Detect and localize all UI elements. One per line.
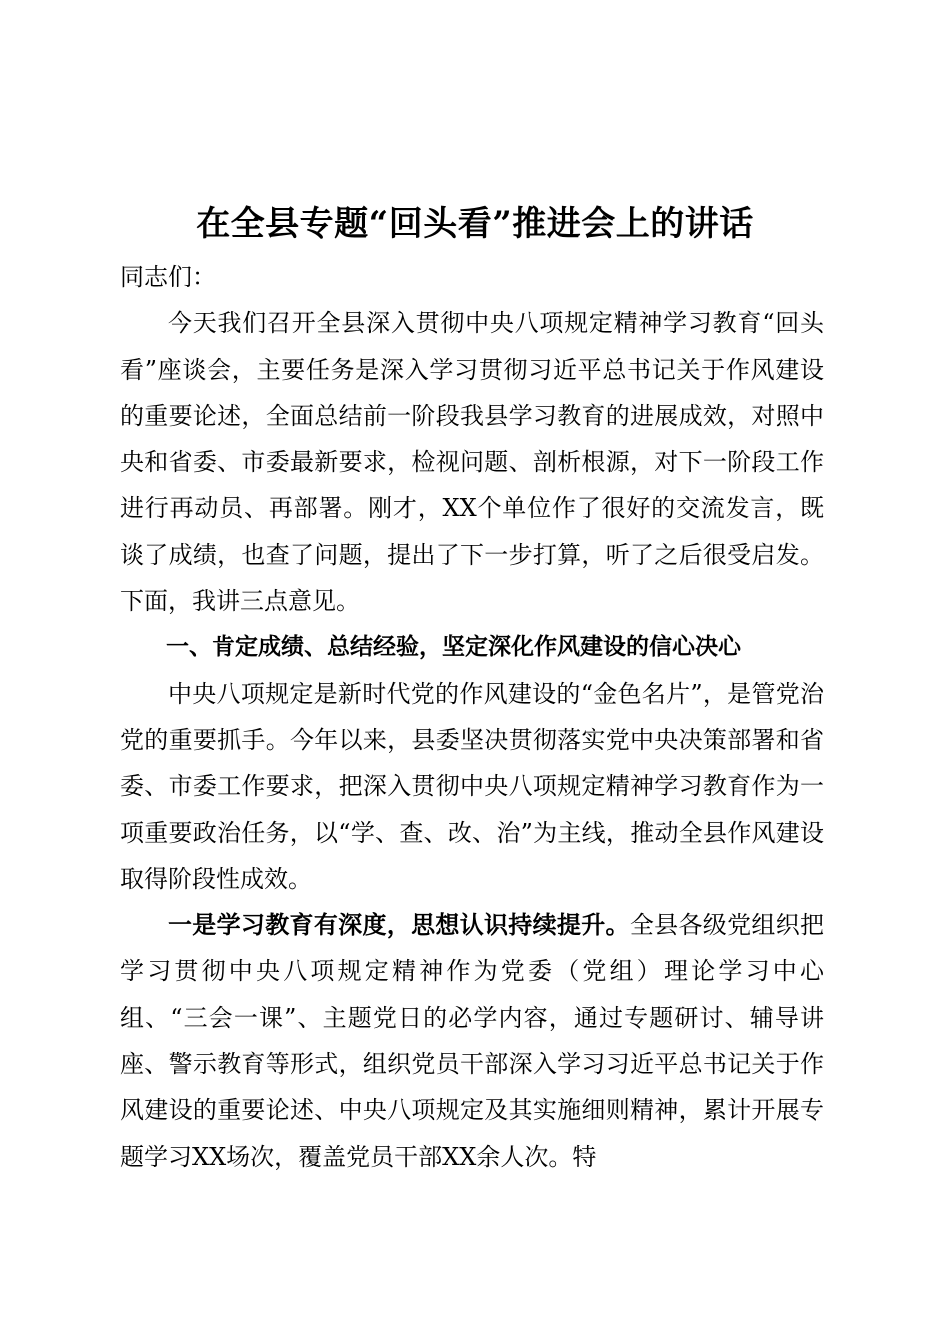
paragraph-point-1 bbox=[120, 902, 824, 1180]
document-title: 在全县专题“回头看”推进会上的讲话 bbox=[196, 203, 754, 244]
section-heading-1: 一、肯定成绩、总结经验，坚定深化作风建设的信心决心 bbox=[166, 634, 741, 661]
paragraph-intro: 今天我们召开全县深入贯彻中央八项规定精神学习教育“回头看”座谈会，主要任务是深入学习贯彻习近平总书记关于作风建设的重要论述，全面总结前一阶段我县学习教育的进展成效，对照中央和省委、市委最新要求，检视问题、剖析根源，对下一阶段工作进行再动员、再部署。刚才，XX个单位作了很好的交流发言，既谈了成绩，也查了问题，提出了下一步打算，听了之后很受启发。下面，我讲三点意见。 bbox=[120, 309, 824, 616]
paragraph-achievements: 中央八项规定是新时代党的作风建设的“金色名片”，是管党治党的重要抓手。今年以来，县委坚决贯彻落实党中央决策部署和省委、市委工作要求，把深入贯彻中央八项规定精神学习教育作为一项重要政治任务，以“学、查、改、治”为主线，推动全县作风建设取得阶段性成效。 bbox=[120, 679, 824, 893]
point-1-lead: 一是学习教育有深度，思想认识持续提升。 bbox=[168, 910, 630, 940]
document-body bbox=[120, 254, 824, 1180]
point-1-text: 全县各级党组织把学习贯彻中央八项规定精神作为党委（党组）理论学习中心组、“三会一课”、主题党日的必学内容，通过专题研讨、辅导讲座、警示教育等形式，组织党员干部深入学习习近平总书记关于作风建设的重要论述、中央八项规定及其实施细则精神，累计开展专题学习XX场次，覆盖党员干部XX余人次。特 bbox=[120, 911, 825, 1171]
salutation: 同志们： bbox=[120, 263, 216, 291]
